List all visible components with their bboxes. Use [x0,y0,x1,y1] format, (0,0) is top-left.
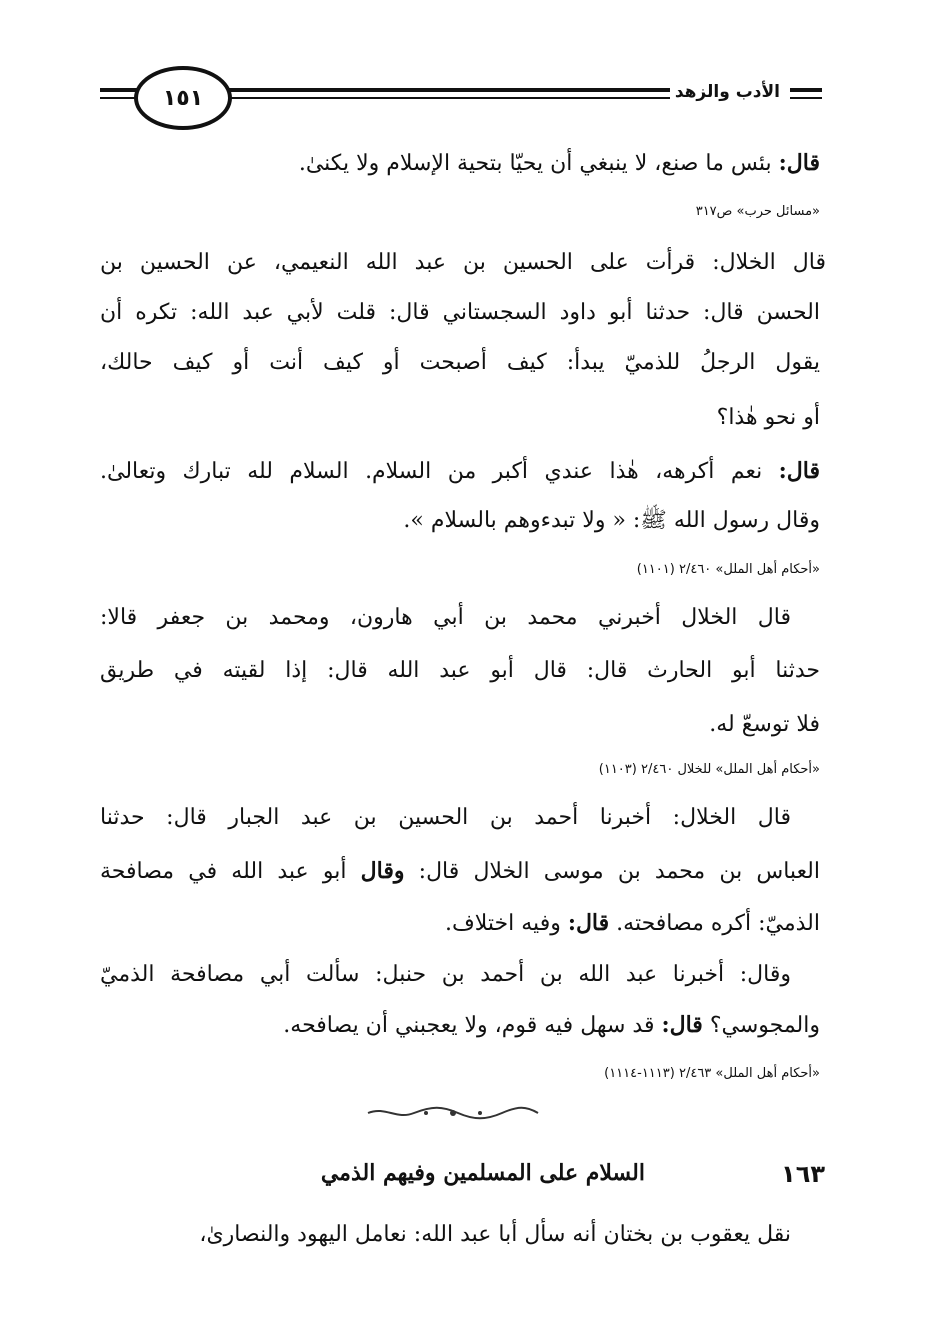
source-citation: «أحكام أهل الملل» ٢/٤٦٠ (١١٠١) [636,562,820,577]
text-line: فلا توسعّ له. [709,712,820,737]
header-rule-left-thin [100,97,138,99]
source-citation: «أحكام أهل الملل» ٢/٤٦٣ (١١١٣-١١١٤) [604,1066,820,1081]
line-text: الذميّ: أكره مصافحته. [616,911,820,936]
header-rule-left [100,88,138,92]
bold-qal: قال: [567,910,610,936]
ornament-divider [366,1104,540,1122]
text-line: يقول الرجلُ للذميّ يبدأ: كيف أصبحت أو كيف أنت أو كيف حالك، [100,350,820,375]
header-rule-right [224,88,670,92]
page-header [100,60,822,142]
text-line: قال الخلال أخبرني محمد بن أبي هارون، ومحمد بن جعفر قالا: [100,605,791,630]
text-line [445,910,820,937]
line-text: قد سهل فيه قوم، ولا يعجبني أن يصافحه. [283,1013,655,1038]
text-line [100,858,820,885]
text-line: حدثنا أبو الحارث قال: قال أبو عبد الله قال: إذا لقيته في طريق [100,658,820,683]
section-title: السلام على المسلمين وفيهم الذمي [320,1160,645,1186]
line-text: العباس بن محمد بن موسى الخلال قال: [418,859,820,884]
text-line [283,1012,820,1039]
text-line: نقل يعقوب بن بختان أنه سأل أبا عبد الله: نعامل اليهود والنصارىٰ، [199,1222,791,1247]
text-line: قال الخلال: أخبرنا أحمد بن الحسين بن عبد الجبار قال: حدثنا [100,805,791,830]
text-line: الحسن قال: حدثنا أبو داود السجستاني قال: قلت لأبي عبد الله: تكره أن [100,300,820,325]
line-text: أبو عبد الله في مصافحة [100,859,347,884]
line-text: نعم أكرهه، هٰذا عندي أكبر من السلام. السلام لله تبارك وتعالىٰ. [100,459,763,484]
text-line: أو نحو هٰذا؟ [716,405,820,430]
running-title: الأدب والزهد [674,82,780,102]
header-rule-right-thin [224,97,670,99]
text-line: وقال: أخبرنا عبد الله بن أحمد بن حنبل: سألت أبي مصافحة الذميّ [100,962,791,987]
page-number: ١٥١ [162,85,204,111]
page-number-badge [134,66,232,130]
header-rule-end [790,88,822,92]
text-line: قال الخلال: قرأت على الحسين بن عبد الله النعيمي، عن الحسين بن [100,250,826,275]
bold-waqal: وقال [360,858,405,884]
text-line [299,150,820,177]
text-line [100,458,820,485]
bold-qal: قال: [778,458,820,484]
bold-qal: قال: [661,1012,703,1038]
text-line: وقال رسول الله ﷺ: « ولا تبدءوهم بالسلام ». [403,508,820,533]
bold-qal: قال: [778,150,820,176]
source-citation: «مسائل حرب» ص٣١٧ [695,204,820,219]
line-text: وفيه اختلاف. [444,911,561,936]
header-rule-end-thin [790,97,822,99]
section-number: ١٦٣ [781,1160,825,1188]
section-heading [265,1160,825,1200]
source-citation: «أحكام أهل الملل» للخلال ٢/٤٦٠ (١١٠٣) [598,762,820,777]
line-text: والمجوسي؟ [709,1013,820,1038]
line-text: بئس ما صنع، لا ينبغي أن يحيّا بتحية الإسلام ولا يكنىٰ. [298,151,772,176]
